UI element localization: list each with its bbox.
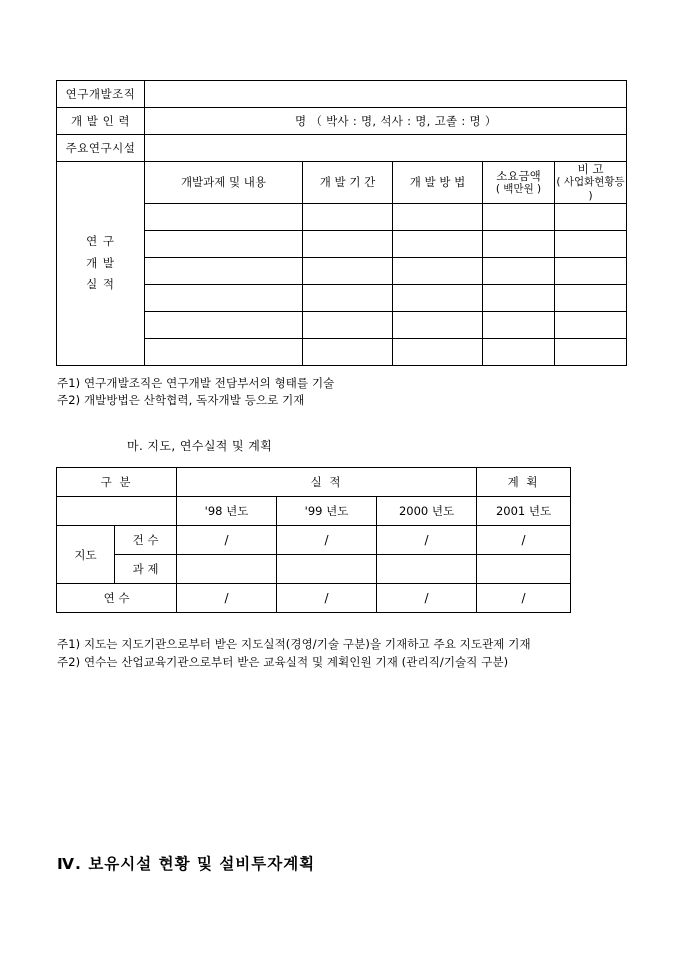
cell-guidance-count-2001: / xyxy=(477,526,571,555)
table-header-row xyxy=(57,468,571,497)
col-header-division-blank xyxy=(57,497,177,526)
cell-method xyxy=(393,284,483,311)
cell-training-1998: / xyxy=(177,584,277,613)
table-row xyxy=(57,555,571,584)
cell-guidance-subject-2001 xyxy=(477,555,571,584)
cell-task xyxy=(145,284,303,311)
cell-task xyxy=(145,230,303,257)
row-value-manpower xyxy=(145,108,627,135)
cell-period xyxy=(303,311,393,338)
cell-task xyxy=(145,338,303,365)
cell-method xyxy=(393,257,483,284)
rowgroup-label-guidance: 지도 xyxy=(57,526,115,584)
col-header-remark: 비 고 ( 사업화현황등 ) xyxy=(556,162,625,202)
row-label-facility: 주요연구시설 xyxy=(57,135,145,162)
cell-period xyxy=(303,203,393,230)
cell-guidance-count-1998: / xyxy=(177,526,277,555)
col-header-plan: 계 획 xyxy=(477,468,571,497)
cell-method xyxy=(393,338,483,365)
table-row xyxy=(57,108,627,135)
row-label-subject: 과 제 xyxy=(115,555,177,584)
cell-training-1999: / xyxy=(277,584,377,613)
perf-label-line-1: 연 구 xyxy=(86,234,115,249)
col-header-year-2000: 2000 년도 xyxy=(377,497,477,526)
section-heading-guidance: 마. 지도, 연수실적 및 계획 xyxy=(127,439,273,453)
cell-guidance-subject-1999 xyxy=(277,555,377,584)
table-row xyxy=(57,526,571,555)
note-1: 주1) 연구개발조직은 연구개발 전담부서의 형태를 기술 xyxy=(57,376,335,390)
table-header-row xyxy=(57,497,571,526)
cell-task xyxy=(145,311,303,338)
table-header-row xyxy=(57,162,627,204)
rowgroup-label-performance xyxy=(57,162,145,366)
table-row xyxy=(57,81,627,108)
cell-cost xyxy=(483,257,555,284)
cell-training-2001: / xyxy=(477,584,571,613)
cell-training-2000: / xyxy=(377,584,477,613)
col-header-year-2001: 2001 년도 xyxy=(477,497,571,526)
row-value-facility xyxy=(145,135,627,162)
cell-remark xyxy=(555,203,627,230)
cell-cost xyxy=(483,203,555,230)
note-2: 주2) 개발방법은 산학협력, 독자개발 등으로 기재 xyxy=(57,393,305,407)
cell-method xyxy=(393,203,483,230)
cell-cost xyxy=(483,284,555,311)
cell-period xyxy=(303,338,393,365)
col-header-year-1999: '99 년도 xyxy=(277,497,377,526)
cell-period xyxy=(303,257,393,284)
row-value-organization xyxy=(145,81,627,108)
col-header-period: 개 발 기 간 xyxy=(303,162,393,204)
chapter-title: Ⅳ. 보유시설 현황 및 설비투자계획 xyxy=(57,855,316,873)
col-header-cost: 소요금액 ( 백만원 ) xyxy=(483,162,555,204)
cell-cost xyxy=(483,338,555,365)
cell-remark xyxy=(555,230,627,257)
row-label-organization: 연구개발조직 xyxy=(57,81,145,108)
col-header-year-1998: '98 년도 xyxy=(177,497,277,526)
table-row xyxy=(57,135,627,162)
perf-label-line-3: 실 적 xyxy=(86,276,115,291)
cell-method xyxy=(393,230,483,257)
cell-remark xyxy=(555,311,627,338)
note-3: 주1) 지도는 지도기관으로부터 받은 지도실적(경영/기술 구분)을 기재하고 주요 지도관제 기재 xyxy=(57,637,531,651)
cell-method xyxy=(393,311,483,338)
row-label-count: 건 수 xyxy=(115,526,177,555)
cell-remark xyxy=(555,338,627,365)
col-header-division: 구 분 xyxy=(57,468,177,497)
col-header-actual: 실 적 xyxy=(177,468,477,497)
row-label-manpower: 개 발 인 력 xyxy=(57,108,145,135)
table-row xyxy=(57,584,571,613)
cell-remark xyxy=(555,284,627,311)
cell-guidance-count-2000: / xyxy=(377,526,477,555)
guidance-training-table xyxy=(56,467,571,613)
cell-guidance-count-1999: / xyxy=(277,526,377,555)
cell-guidance-subject-2000 xyxy=(377,555,477,584)
perf-label-line-2: 개 발 xyxy=(86,255,115,270)
cell-period xyxy=(303,230,393,257)
cell-period xyxy=(303,284,393,311)
cell-guidance-subject-1998 xyxy=(177,555,277,584)
cell-cost xyxy=(483,230,555,257)
cell-remark xyxy=(555,257,627,284)
col-header-task: 개발과제 및 내용 xyxy=(145,162,303,204)
row-label-training: 연 수 xyxy=(57,584,177,613)
note-4: 주2) 연수는 산업교육기관으로부터 받은 교육실적 및 계획인원 기재 (관리직/기술직 구분) xyxy=(57,655,509,669)
cell-task xyxy=(145,203,303,230)
rnd-organization-table xyxy=(56,80,627,366)
cell-cost xyxy=(483,311,555,338)
cell-task xyxy=(145,257,303,284)
manpower-text: 명 （ 박사 : 명, 석사 : 명, 고졸 : 명 ） xyxy=(295,114,497,128)
col-header-method: 개 발 방 법 xyxy=(393,162,483,204)
